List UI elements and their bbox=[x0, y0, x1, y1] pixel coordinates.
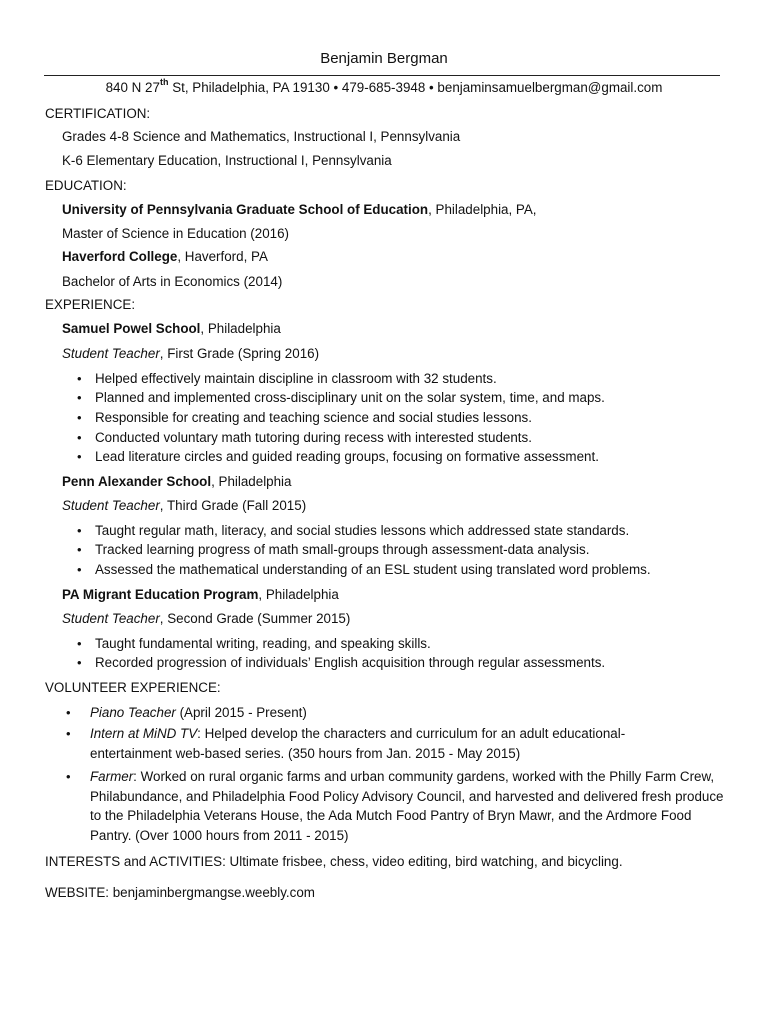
interests-text: Ultimate frisbee, chess, video editing, bird watching, and bicycling. bbox=[225, 854, 623, 869]
website-label: WEBSITE: bbox=[45, 885, 109, 900]
address-ordinal: th bbox=[159, 77, 169, 87]
job-bullet: • Helped effectively maintain discipline in classroom with 32 students. bbox=[95, 370, 497, 387]
job-title: Student Teacher bbox=[62, 611, 160, 626]
education-school bbox=[62, 201, 537, 218]
job-bullet: • Taught fundamental writing, reading, and speaking skills. bbox=[95, 635, 431, 652]
volunteer-text: (April 2015 - Present) bbox=[175, 705, 307, 720]
volunteer-item bbox=[90, 767, 730, 845]
volunteer-text: : Worked on rural organic farms and urban community gardens, worked with the Philly Farm Crew, Philabundance, and Philadelphia Food Policy Advisory Council, and harvested and delivered fresh produce to the Philadelphia Veterans House, the Ada Mutch Food Pantry of Bryn Mawr, and the Ardmore Food Pantry. (Over 1000 hours from 2011 - 2015) bbox=[90, 769, 724, 843]
job-title: Student Teacher bbox=[62, 346, 160, 361]
school-location: , Haverford, PA bbox=[177, 249, 268, 264]
contact-line bbox=[0, 77, 768, 95]
education-school bbox=[62, 248, 268, 265]
education-degree: Master of Science in Education (2016) bbox=[62, 226, 290, 241]
job-bullet: • Lead literature circles and guided reading groups, focusing on formative assessment. bbox=[95, 448, 599, 465]
job-bullet: • Taught regular math, literacy, and social studies lessons which addressed state standards. bbox=[95, 522, 629, 539]
job-detail: , First Grade (Spring 2016) bbox=[159, 346, 320, 361]
school-name: University of Pennsylvania Graduate School of Education bbox=[62, 202, 429, 217]
experience-heading: EXPERIENCE: bbox=[45, 297, 136, 312]
school-location: , Philadelphia, PA, bbox=[428, 202, 537, 217]
website-line bbox=[45, 884, 315, 901]
job-bullet: • Tracked learning progress of math small-groups through assessment-data analysis. bbox=[95, 541, 589, 558]
job-title: Student Teacher bbox=[62, 498, 160, 513]
volunteer-text: : Helped develop the characters and curriculum for an adult educational-entertainment web-based series. (350 hours from Jan. 2015 - May 2015) bbox=[90, 726, 626, 761]
job-location: , Philadelphia bbox=[258, 587, 339, 602]
job-school-name: Penn Alexander School bbox=[62, 474, 212, 489]
job-bullet: • Planned and implemented cross-disciplinary unit on the solar system, time, and maps. bbox=[95, 389, 605, 406]
job-bullet: • Assessed the mathematical understanding of an ESL student using translated word problems. bbox=[95, 561, 651, 578]
job-bullet: • Responsible for creating and teaching science and social studies lessons. bbox=[95, 409, 532, 426]
address-contact: St, Philadelphia, PA 19130 • 479-685-3948 • benjaminsamuelbergman@gmail.com bbox=[168, 80, 663, 95]
job-detail: , Third Grade (Fall 2015) bbox=[159, 498, 307, 513]
job-role bbox=[62, 610, 350, 627]
job-role bbox=[62, 345, 319, 362]
job-school bbox=[62, 473, 291, 490]
certification-heading: CERTIFICATION: bbox=[45, 106, 151, 121]
job-location: , Philadelphia bbox=[200, 321, 281, 336]
job-school-name: Samuel Powel School bbox=[62, 321, 201, 336]
education-heading: EDUCATION: bbox=[45, 178, 127, 193]
interests-line bbox=[45, 853, 623, 870]
job-detail: , Second Grade (Summer 2015) bbox=[159, 611, 351, 626]
interests-label: INTERESTS and ACTIVITIES: bbox=[45, 854, 226, 869]
job-school-name: PA Migrant Education Program bbox=[62, 587, 259, 602]
volunteer-item bbox=[90, 703, 730, 723]
job-role bbox=[62, 497, 306, 514]
volunteer-title: Intern at MiND TV bbox=[90, 726, 198, 741]
job-location: , Philadelphia bbox=[211, 474, 292, 489]
school-name: Haverford College bbox=[62, 249, 178, 264]
job-bullet: • Recorded progression of individuals’ English acquisition through regular assessments. bbox=[95, 654, 605, 671]
job-school bbox=[62, 586, 339, 603]
address-street: 840 N 27 bbox=[105, 80, 160, 95]
volunteer-title: Piano Teacher bbox=[90, 705, 176, 720]
header-divider bbox=[44, 75, 720, 76]
job-school bbox=[62, 320, 281, 337]
education-degree: Bachelor of Arts in Economics (2014) bbox=[62, 274, 283, 289]
volunteer-heading: VOLUNTEER EXPERIENCE: bbox=[45, 680, 221, 695]
resume-name: Benjamin Bergman bbox=[320, 50, 448, 67]
website-link[interactable]: benjaminbergmangse.weebly.com bbox=[109, 885, 315, 900]
certification-item: K-6 Elementary Education, Instructional I, Pennsylvania bbox=[62, 153, 392, 168]
certification-item: Grades 4-8 Science and Mathematics, Instructional I, Pennsylvania bbox=[62, 129, 461, 144]
volunteer-title: Farmer bbox=[90, 769, 134, 784]
volunteer-item bbox=[90, 724, 670, 763]
job-bullet: • Conducted voluntary math tutoring during recess with interested students. bbox=[95, 429, 532, 446]
